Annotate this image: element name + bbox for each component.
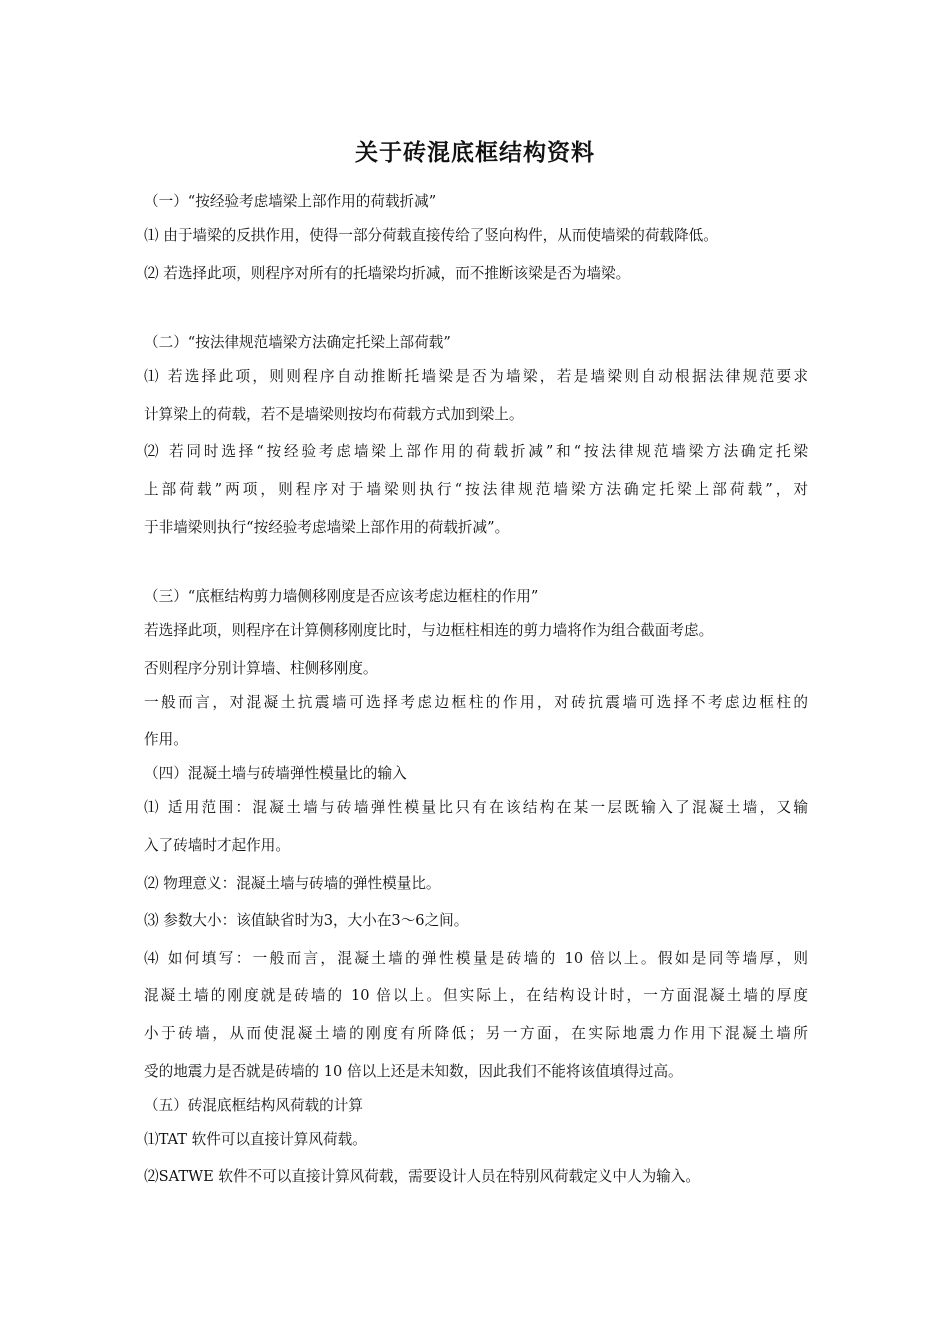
section-heading-3: （三）“底框结构剪力墙侧移刚度是否应该考虑边框柱的作用”	[144, 588, 539, 606]
paragraph-line: 小于砖墙，从而使混凝土墙的刚度有所降低；另一方面，在实际地震力作用下混凝土墙所	[144, 1024, 808, 1042]
paragraph-line: ⑴TAT 软件可以直接计算风荷载。	[144, 1130, 367, 1148]
paragraph-line: ⑴ 若选择此项，则则程序自动推断托墙梁是否为墙梁，若是墙梁则自动根据法律规范要求	[144, 368, 808, 386]
section-heading-4: （四）混凝土墙与砖墙弹性模量比的输入	[144, 765, 407, 783]
paragraph-line: 受的地震力是否就是砖墙的 10 倍以上还是未知数，因此我们不能将该值填得过高。	[144, 1062, 683, 1080]
paragraph-line: 计算梁上的荷载，若不是墙梁则按均布荷载方式加到梁上。	[144, 405, 524, 423]
blank-line	[144, 297, 808, 329]
page-title: 关于砖混底框结构资料	[355, 139, 595, 166]
paragraph-line: ⑴ 由于墙梁的反拱作用，使得一部分荷载直接传给了竖向构件，从而使墙梁的荷载降低。	[144, 227, 718, 244]
section-heading-1: （一）“按经验考虑墙梁上部作用的荷载折减”	[144, 193, 437, 210]
paragraph-line: ⑵ 物理意义：混凝土墙与砖墙的弹性模量比。	[144, 874, 441, 892]
paragraph-line: ⑷ 如何填写：一般而言，混凝土墙的弹性模量是砖墙的 10 倍以上。假如是同等墙厚，则	[144, 949, 808, 967]
section-heading-5: （五）砖混底框结构风荷载的计算	[144, 1096, 363, 1114]
paragraph-line: ⑵ 若选择此项，则程序对所有的托墙梁均折减，而不推断该梁是否为墙梁。	[144, 264, 631, 282]
paragraph-line: 若选择此项，则程序在计算侧移刚度比时，与边框柱相连的剪力墙将作为组合截面考虑。	[144, 622, 714, 640]
paragraph-line: 作用。	[144, 731, 188, 749]
document-body	[144, 188, 808, 1201]
paragraph-line: ⑴ 适用范围：混凝土墙与砖墙弹性模量比只有在该结构在某一层既输入了混凝土墙，又输	[144, 799, 808, 817]
paragraph-line: ⑵ 若同时选择“按经验考虑墙梁上部作用的荷载折减”和“按法律规范墙梁方法确定托梁	[144, 443, 808, 461]
paragraph-line: 入了砖墙时才起作用。	[144, 836, 290, 854]
paragraph-line: 一般而言，对混凝土抗震墙可选择考虑边框柱的作用，对砖抗震墙可选择不考虑边框柱的	[144, 693, 808, 711]
paragraph-line: 混凝土墙的刚度就是砖墙的 10 倍以上。但实际上，在结构设计时，一方面混凝土墙的厚度	[144, 987, 808, 1005]
paragraph-line: 于非墙梁则执行“按经验考虑墙梁上部作用的荷载折减”。	[144, 518, 510, 536]
blank-line	[144, 551, 808, 583]
section-heading-2: （二）“按法律规范墙梁方法确定托梁上部荷载”	[144, 334, 451, 352]
paragraph-line: ⑵SATWE 软件不可以直接计算风荷载，需要设计人员在特别风荷载定义中人为输入。	[144, 1168, 700, 1186]
paragraph-line: ⑶ 参数大小：该值缺省时为3，大小在3～6之间。	[144, 912, 469, 930]
paragraph-line: 上部荷载”两项，则程序对于墙梁则执行“按法律规范墙梁方法确定托梁上部荷载”，对	[144, 480, 808, 498]
paragraph-line: 否则程序分别计算墙、柱侧移刚度。	[144, 659, 378, 677]
